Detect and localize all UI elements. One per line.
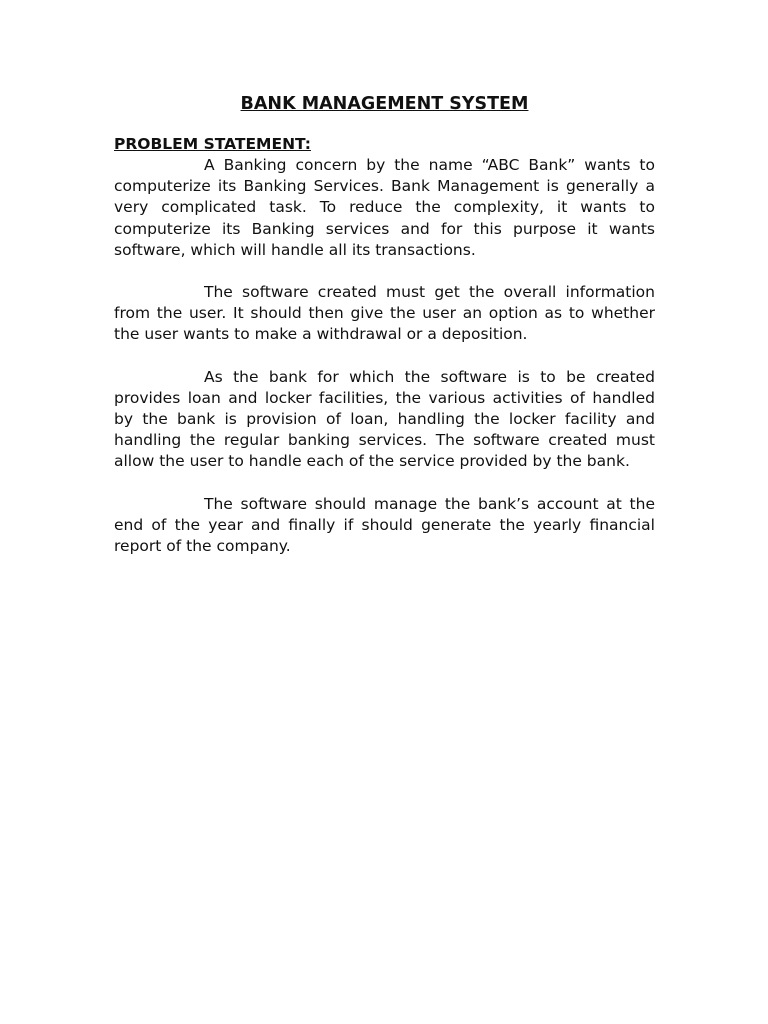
document-page (114, 92, 655, 578)
section-heading: PROBLEM STATEMENT: (114, 135, 311, 153)
paragraph-3: As the bank for which the software is to be created provides loan and locker facilities, the various activities of handled by the bank is provision of loan, handling the locker facility and handling the regular banking services. The software created must allow the user to handle each of the service provided by the bank. (114, 367, 655, 471)
paragraph-4: The software should manage the bank’s account at the end of the year and finally if should generate the yearly financial report of the company. (114, 494, 655, 556)
paragraph-1: A Banking concern by the name “ABC Bank” wants to computerize its Banking Services. Bank Management is generally a very complicated task. To reduce the complexity, it wants to computerize its Banking services and for this purpose it wants software, which will handle all its transactions. (114, 156, 655, 259)
document-title: BANK MANAGEMENT SYSTEM (240, 94, 529, 114)
paragraph-2: The software created must get the overall information from the user. It should then give the user an option as to whether the user wants to make a withdrawal or a deposition. (114, 283, 655, 344)
